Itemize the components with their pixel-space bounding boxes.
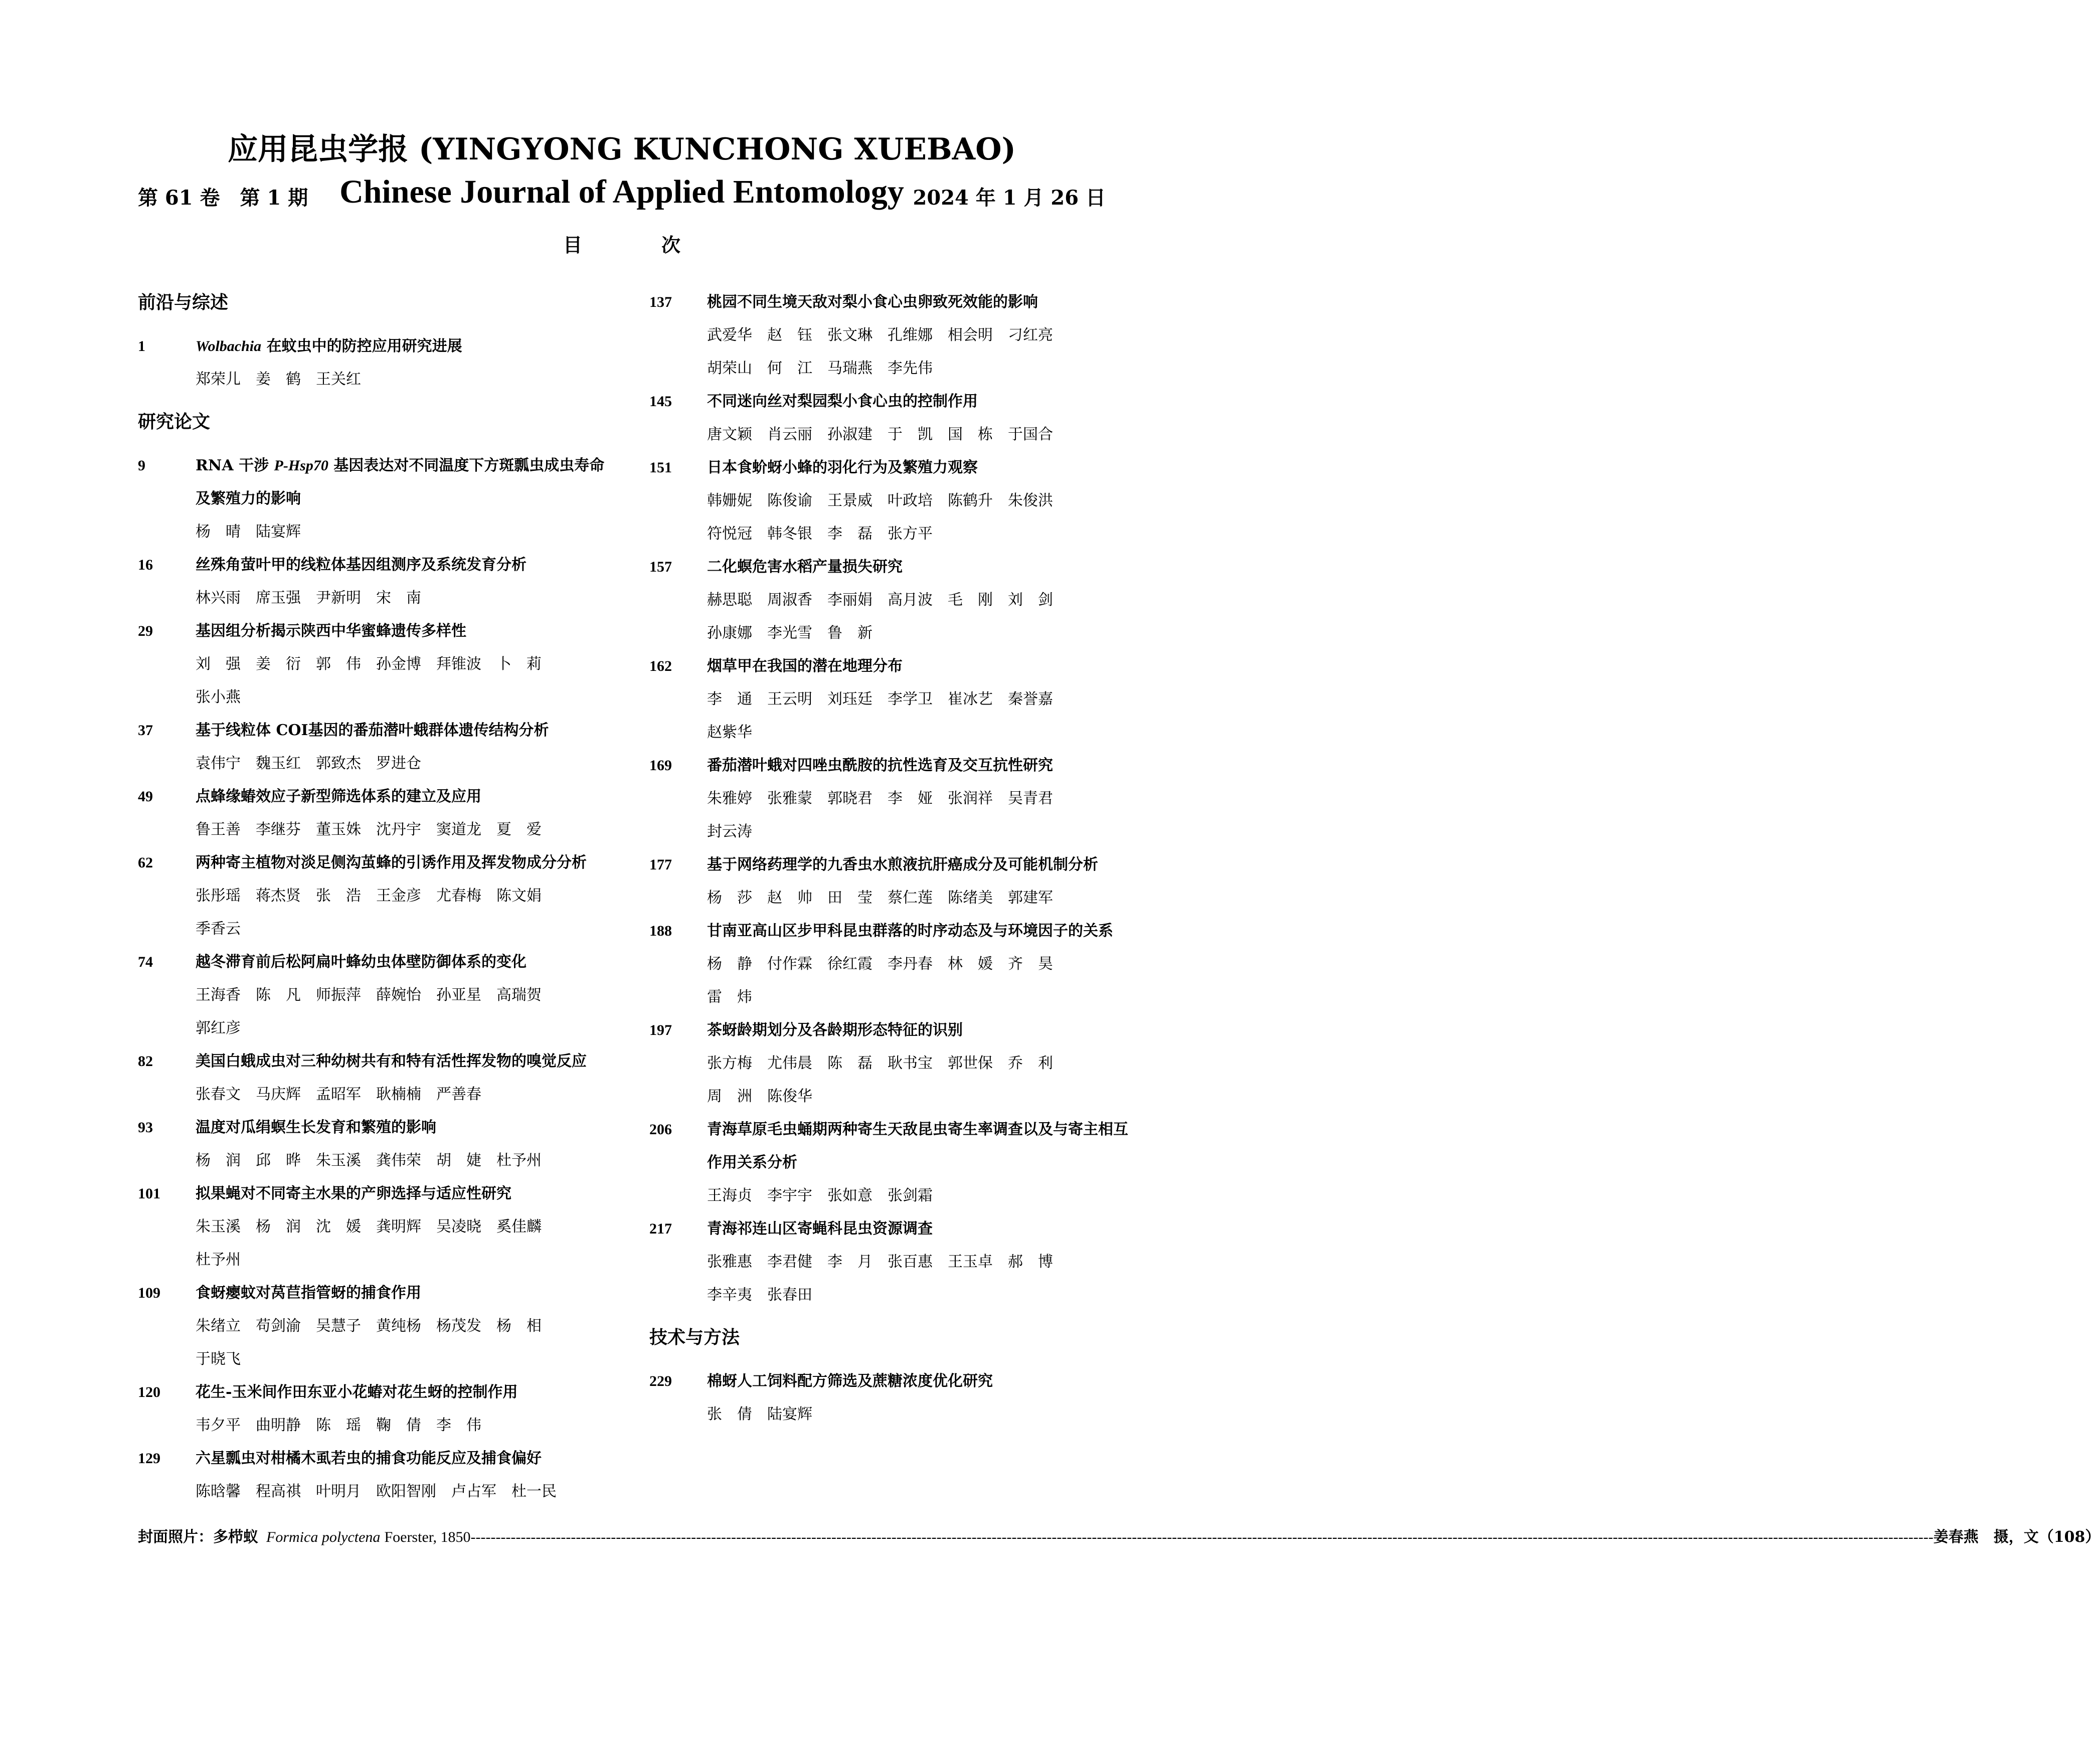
- article-title[interactable]: [196, 1177, 609, 1210]
- toc-entry[interactable]: [649, 749, 1131, 848]
- toc-entry[interactable]: [138, 714, 609, 780]
- article-authors: 封云涛: [707, 823, 752, 840]
- article-title-text: 基于线粒体 COⅠ基因的番茄潜叶蛾群体遗传结构分析: [196, 722, 549, 739]
- cover-credit: 姜春燕 摄，文（108）: [1933, 1528, 2100, 1546]
- page-number: 101: [138, 1185, 160, 1202]
- article-title-text: 六星瓢虫对柑橘木虱若虫的捕食功能反应及捕食偏好: [196, 1450, 542, 1467]
- article-authors: 张雅惠 李君健 李 月 张百惠 王玉卓 郝 博: [707, 1253, 1053, 1271]
- article-title[interactable]: [707, 1365, 1131, 1398]
- article-title-text: 越冬滞育前后松阿扁叶蜂幼虫体壁防御体系的变化: [196, 953, 527, 971]
- page-number: 169: [649, 757, 672, 774]
- article-title[interactable]: [707, 1113, 1131, 1179]
- article-authors: 郑荣儿 姜 鹤 王关红: [196, 371, 361, 388]
- contents-right-column: [649, 286, 1131, 1431]
- article-authors: 郭红彦: [196, 1019, 241, 1037]
- article-authors: 朱雅婷 张雅蒙 郭晓君 李 娅 张润祥 吴青君: [707, 790, 1053, 807]
- article-title[interactable]: [196, 780, 609, 813]
- page-number: 16: [138, 557, 153, 573]
- article-authors: 杜予州: [196, 1251, 241, 1269]
- article-title[interactable]: [196, 846, 609, 880]
- article-authors: 张春文 马庆辉 孟昭军 耿楠楠 严善春: [196, 1086, 481, 1103]
- article-title[interactable]: [707, 286, 1131, 319]
- article-title-text: 茶蚜龄期划分及各龄期形态特征的识别: [707, 1021, 963, 1039]
- article-title-text: 二化螟危害水稻产量损失研究: [707, 558, 903, 576]
- article-title[interactable]: [196, 1111, 609, 1144]
- page-number: 229: [649, 1373, 672, 1389]
- article-title-italic: P-Hsp70: [274, 457, 328, 474]
- article-title[interactable]: [707, 385, 1131, 418]
- article-title-text: 番茄潜叶蛾对四唑虫酰胺的抗性选育及交互抗性研究: [707, 757, 1053, 774]
- article-authors: 张小燕: [196, 688, 241, 706]
- page-number: 197: [649, 1022, 672, 1038]
- article-title-text: 甘南亚高山区步甲科昆虫群落的时序动态及与环境因子的关系: [707, 922, 1113, 940]
- article-authors: 朱玉溪 杨 润 沈 媛 龚明辉 吴凌晓 奚佳麟: [196, 1218, 542, 1236]
- article-authors: 杨 晴 陆宴辉: [196, 523, 301, 541]
- article-title[interactable]: [196, 1442, 609, 1475]
- article-authors: 张 倩 陆宴辉: [707, 1405, 812, 1423]
- article-authors: 李 通 王云明 刘珏廷 李学卫 崔冰艺 秦誉嘉: [707, 690, 1053, 708]
- article-authors: 韩姗妮 陈俊谕 王景威 叶政培 陈鹤升 朱俊洪: [707, 492, 1053, 509]
- toc-entry[interactable]: [138, 1376, 609, 1442]
- page-number: 1: [138, 338, 145, 355]
- article-authors: 孙康娜 李光雪 鲁 新: [707, 624, 872, 642]
- cover-photo-credit: [138, 1524, 2100, 1546]
- journal-title-cn: 应用昆虫学报 (YINGYONG KUNCHONG XUEBAO): [228, 132, 1016, 167]
- article-authors: 韦夕平 曲明静 陈 瑶 鞠 倩 李 伟: [196, 1417, 481, 1434]
- toc-entry[interactable]: [138, 615, 609, 714]
- article-title[interactable]: [196, 615, 609, 648]
- article-title-text: 基因组分析揭示陕西中华蜜蜂遗传多样性: [196, 622, 466, 640]
- toc-entry[interactable]: [138, 780, 609, 846]
- article-title-text: 食蚜瘿蚊对莴苣指管蚜的捕食作用: [196, 1284, 421, 1302]
- page-number: 217: [649, 1220, 672, 1237]
- toc-entry[interactable]: [649, 1212, 1131, 1312]
- article-title[interactable]: [707, 1212, 1131, 1246]
- section-heading: 研究论文: [138, 411, 211, 432]
- toc-entry[interactable]: [649, 451, 1131, 551]
- issue-header: [138, 173, 1106, 218]
- article-title[interactable]: [707, 551, 1131, 584]
- article-authors: 符悦冠 韩冬银 李 磊 张方平: [707, 525, 933, 543]
- page-number: 62: [138, 854, 153, 871]
- toc-entry[interactable]: [138, 846, 609, 946]
- article-title[interactable]: [196, 330, 609, 363]
- toc-entry[interactable]: [649, 848, 1131, 915]
- toc-entry[interactable]: [138, 1177, 609, 1277]
- page-number: 109: [138, 1285, 160, 1301]
- article-title[interactable]: [196, 1277, 609, 1310]
- article-authors: 雷 炜: [707, 988, 752, 1006]
- article-authors: 杨 莎 赵 帅 田 莹 蔡仁莲 陈绪美 郭建军: [707, 889, 1053, 907]
- article-authors: 张彤瑶 蒋杰贤 张 浩 王金彦 尤春梅 陈文娟: [196, 887, 542, 905]
- article-title-text: 日本食蚧蚜小蜂的羽化行为及繁殖力观察: [707, 459, 978, 476]
- article-title-text: 花生-玉米间作田东亚小花蝽对花生蚜的控制作用: [196, 1383, 518, 1401]
- issue-date: 2024 年 1 月 26 日: [913, 186, 1106, 210]
- cover-species: Formica polyctena: [266, 1529, 381, 1545]
- article-authors: 杨 润 邱 晔 朱玉溪 龚伟荣 胡 婕 杜予州: [196, 1152, 542, 1169]
- article-title-text: RNA 干涉: [196, 457, 274, 474]
- article-authors: 武爱华 赵 钰 张文琳 孔维娜 相会明 刁红亮: [707, 326, 1053, 344]
- toc-entry[interactable]: [649, 1014, 1131, 1113]
- cover-label: 封面照片：多栉蚁: [138, 1528, 258, 1546]
- article-title[interactable]: [196, 1045, 609, 1078]
- toc-entry[interactable]: [649, 650, 1131, 749]
- page-number: 206: [649, 1121, 672, 1138]
- article-title[interactable]: [196, 449, 609, 515]
- toc-entry[interactable]: [649, 1113, 1131, 1212]
- toc-entry[interactable]: [138, 1045, 609, 1111]
- article-title-text: 丝殊角萤叶甲的线粒体基因组测序及系统发育分析: [196, 556, 527, 574]
- toc-entry[interactable]: [138, 549, 609, 615]
- article-title[interactable]: [707, 650, 1131, 683]
- article-title-text: 两种寄主植物对淡足侧沟茧蜂的引诱作用及挥发物成分分析: [196, 854, 587, 871]
- article-title-text: 青海草原毛虫蛹期两种寄生天敌昆虫寄生率调查以及与寄主相互作用关系分析: [707, 1121, 1128, 1171]
- article-authors: 赫思聪 周淑香 李丽娟 高月波 毛 刚 刘 剑: [707, 591, 1053, 609]
- article-title[interactable]: [196, 946, 609, 979]
- journal-title-en: Chinese Journal of Applied Entomology: [339, 173, 904, 210]
- article-title-text: 在蚊虫中的防控应用研究进展: [261, 337, 462, 355]
- article-authors: 季香云: [196, 920, 241, 938]
- page-number: 157: [649, 559, 672, 575]
- article-title[interactable]: [707, 915, 1131, 948]
- article-authors: 胡荣山 何 江 马瑞燕 李先伟: [707, 360, 933, 377]
- toc-heading: 目 次: [563, 234, 711, 256]
- article-title[interactable]: [707, 848, 1131, 882]
- toc-entry[interactable]: [649, 551, 1131, 650]
- toc-entry[interactable]: [649, 286, 1131, 385]
- article-authors: 赵紫华: [707, 724, 752, 741]
- contents-left-column: [138, 286, 609, 1508]
- article-title[interactable]: [707, 749, 1131, 782]
- section-heading: 前沿与综述: [138, 292, 229, 313]
- article-authors: 周 洲 陈俊华: [707, 1088, 812, 1105]
- article-authors: 王海香 陈 凡 师振萍 薛婉怡 孙亚星 高瑞贺: [196, 986, 542, 1004]
- article-title-text: 青海祁连山区寄蝇科昆虫资源调查: [707, 1220, 933, 1238]
- page-number: 49: [138, 788, 153, 805]
- article-title-text: 不同迷向丝对梨园梨小食心虫的控制作用: [707, 393, 978, 410]
- article-title[interactable]: [707, 1014, 1131, 1047]
- page-number: 37: [138, 722, 153, 739]
- article-authors: 陈晗馨 程高祺 叶明月 欧阳智刚 卢占军 杜一民: [196, 1483, 557, 1500]
- toc-entry[interactable]: [138, 449, 609, 549]
- page-number: 93: [138, 1119, 153, 1136]
- page-number: 120: [138, 1384, 160, 1400]
- page-number: 151: [649, 459, 672, 476]
- page-number: 137: [649, 294, 672, 310]
- article-title-text: 温度对瓜绢螟生长发育和繁殖的影响: [196, 1119, 436, 1136]
- toc-entry[interactable]: [138, 330, 609, 396]
- article-authors: 鲁王善 李继芬 董玉姝 沈丹宇 窦道龙 夏 爱: [196, 821, 542, 838]
- article-authors: 朱绪立 苟剑渝 吴慧子 黄纯杨 杨茂发 杨 相: [196, 1317, 542, 1335]
- article-title-text: 桃园不同生境天敌对梨小食心虫卵致死效能的影响: [707, 293, 1038, 311]
- toc-entry[interactable]: [138, 1111, 609, 1177]
- page-number: 145: [649, 393, 672, 410]
- article-title-text: 棉蚜人工饲料配方筛选及蔗糖浓度优化研究: [707, 1372, 993, 1390]
- toc-entry[interactable]: [649, 385, 1131, 451]
- article-title-text: 点蜂缘蝽效应子新型筛选体系的建立及应用: [196, 788, 481, 805]
- article-title-text: 烟草甲在我国的潜在地理分布: [707, 657, 903, 675]
- article-title[interactable]: [196, 549, 609, 582]
- article-title-italic: Wolbachia: [196, 338, 262, 355]
- article-authors: 于晓飞: [196, 1350, 241, 1368]
- page-number: 9: [138, 457, 145, 474]
- article-authors: 王海贞 李宇宇 张如意 张剑霜: [707, 1187, 933, 1204]
- cover-species-author: Foerster, 1850: [384, 1529, 471, 1545]
- page-number: 129: [138, 1450, 160, 1467]
- article-authors: 刘 强 姜 衍 郭 伟 孙金博 拜锥波 卜 莉: [196, 655, 542, 673]
- section-heading: 技术与方法: [649, 1327, 740, 1348]
- page-number: 82: [138, 1053, 153, 1070]
- toc-entry[interactable]: [138, 1277, 609, 1376]
- toc-entry[interactable]: [138, 946, 609, 1045]
- article-title[interactable]: [196, 1376, 609, 1409]
- page-number: 29: [138, 623, 153, 639]
- toc-entry[interactable]: [649, 1365, 1131, 1431]
- toc-entry[interactable]: [138, 1442, 609, 1508]
- article-title[interactable]: [707, 451, 1131, 484]
- article-title-text: 美国白蛾成虫对三种幼树共有和特有活性挥发物的嗅觉反应: [196, 1052, 587, 1070]
- leader-dashes: ----------------------------------------------------------------------------------------------------------------------------------------------------------------------------------------------------------------------------------------------------------------------------------------------------: [470, 1529, 1934, 1545]
- article-authors: 李辛夷 张春田: [707, 1286, 812, 1304]
- volume-issue: 第 61 卷 第 1 期: [138, 186, 308, 210]
- article-title[interactable]: [196, 714, 609, 747]
- article-title-text: 拟果蝇对不同寄主水果的产卵选择与适应性研究: [196, 1185, 511, 1202]
- page-number: 177: [649, 856, 672, 873]
- article-authors: 林兴雨 席玉强 尹新明 宋 南: [196, 589, 421, 607]
- page-number: 188: [649, 923, 672, 939]
- article-authors: 杨 静 付作霖 徐红霞 李丹春 林 媛 齐 昊: [707, 955, 1053, 973]
- page-number: 162: [649, 658, 672, 674]
- article-authors: 袁伟宁 魏玉红 郭致杰 罗进仓: [196, 755, 421, 772]
- article-authors: 张方梅 尤伟晨 陈 磊 耿书宝 郭世保 乔 利: [707, 1054, 1053, 1072]
- article-title-text: 基于网络药理学的九香虫水煎液抗肝癌成分及可能机制分析: [707, 856, 1098, 873]
- toc-entry[interactable]: [649, 915, 1131, 1014]
- article-title-text: 基因表达对不同温度下方斑瓢虫成虫寿命及繁殖力的影响: [196, 457, 605, 507]
- article-authors: 唐文颖 肖云丽 孙淑建 于 凯 国 栋 于国合: [707, 426, 1053, 443]
- page-number: 74: [138, 954, 153, 970]
